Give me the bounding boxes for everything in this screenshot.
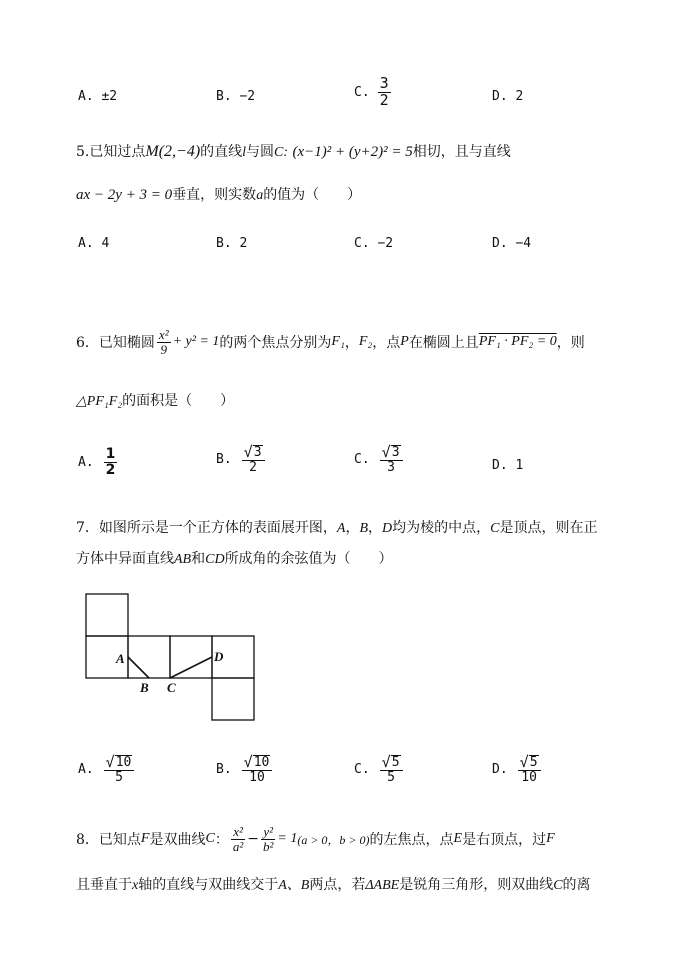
q6-line1: 6．已知椭圆 $\frac{\text{x²}}{9}$ + y² = 1 的两个焦点分别为 F₁ ， F₂ ，点 P 在椭圆上且 PF₁ · PF₂ = 0 ，则 [76, 327, 585, 357]
q5-option-c[interactable]: C. −2 [354, 236, 394, 251]
fraction: √ 5 10 [518, 755, 541, 785]
q7-option-d[interactable]: D. √ 5 10 [492, 755, 543, 785]
fraction: $\frac{1}{2}$ [105, 446, 116, 478]
q4-option-b[interactable]: B. −2 [216, 89, 256, 104]
fraction: √ 10 5 [104, 755, 135, 785]
fraction: √ 5 5 [380, 755, 403, 785]
sqrt-icon: √ [381, 443, 391, 462]
net-face-bottom [212, 678, 254, 720]
fraction: $\frac{\text{x²}}{\text{a²}}$ [232, 824, 244, 854]
q4-option-a[interactable]: A. ±2 [78, 89, 118, 104]
fraction: √ 3 3 [380, 445, 403, 475]
fraction: √ 10 10 [242, 755, 273, 785]
net-face-3 [170, 636, 212, 678]
segment-ab [128, 657, 149, 678]
label-b: B [140, 680, 149, 695]
fraction: √ 3 2 [242, 445, 265, 475]
q4-option-c[interactable]: C. $\frac{3}{2}$ [354, 74, 389, 109]
q5-option-d[interactable]: D. −4 [492, 236, 532, 251]
net-face-2 [128, 636, 170, 678]
q8-line2: 且垂直于x轴的直线与双曲线交于A、B两点，若ΔABE是锐角三角形，则双曲线C的离 [76, 877, 591, 893]
q5-option-b[interactable]: B. 2 [216, 236, 248, 251]
cube-net-figure [80, 590, 270, 726]
label-a: A [116, 651, 125, 666]
q6-line2: △PF₁F₂的面积是（ ） [76, 393, 235, 409]
fraction: $\frac{\text{y²}}{\text{b²}}$ [262, 824, 274, 854]
sqrt-icon: √ [105, 753, 115, 772]
q5-line2: ax − 2y + 3 = 0垂直，则实数a的值为（ ） [76, 187, 362, 203]
fraction: $\frac{\text{x²}}{9}$ [158, 327, 169, 357]
sqrt-icon: √ [243, 443, 253, 462]
q5-line1: 5.已知过点M(2,−4)的直线l与圆C: (x−1)² + (y+2)² = 5相切，且与直线 [76, 143, 511, 160]
q7-option-c[interactable]: C. √ 5 5 [354, 755, 405, 785]
label-c: C [167, 680, 176, 695]
q7-line2: 方体中异面直线AB和CD所成角的余弦值为（ ） [76, 551, 393, 567]
sqrt-icon: √ [381, 753, 391, 772]
segment-cd [170, 657, 212, 678]
q6-option-d[interactable]: D. 1 [492, 458, 524, 473]
fraction: $\frac{3}{2}$ [379, 74, 389, 109]
q7-option-b[interactable]: B. √ 10 10 [216, 755, 274, 785]
sqrt-icon: √ [519, 753, 529, 772]
q7-option-a[interactable]: A. √ 10 5 [78, 755, 136, 785]
net-face-top [86, 594, 128, 636]
q6-option-c[interactable]: C. √ 3 3 [354, 445, 405, 475]
q6-option-b[interactable]: B. √ 3 2 [216, 445, 267, 475]
q5-option-a[interactable]: A. 4 [78, 236, 110, 251]
q8-line1: 8．已知点 F 是双曲线 C ： $\frac{\text{x²}}{\text{a²}}$ − $\frac{\text{y²}}{\text{b²}}$ = 1 (a > 0，b > 0) 的左焦点，点 E 是右顶点，过 F [76, 824, 555, 854]
q7-line1: 7．如图所示是一个正方体的表面展开图，A，B，D均为棱的中点，C是顶点，则在正 [76, 520, 598, 536]
sqrt-icon: √ [243, 753, 253, 772]
label-d: D [214, 649, 224, 664]
q4-option-d[interactable]: D. 2 [492, 89, 524, 104]
q6-option-a[interactable]: A. $\frac{1}{2}$ [78, 446, 116, 478]
